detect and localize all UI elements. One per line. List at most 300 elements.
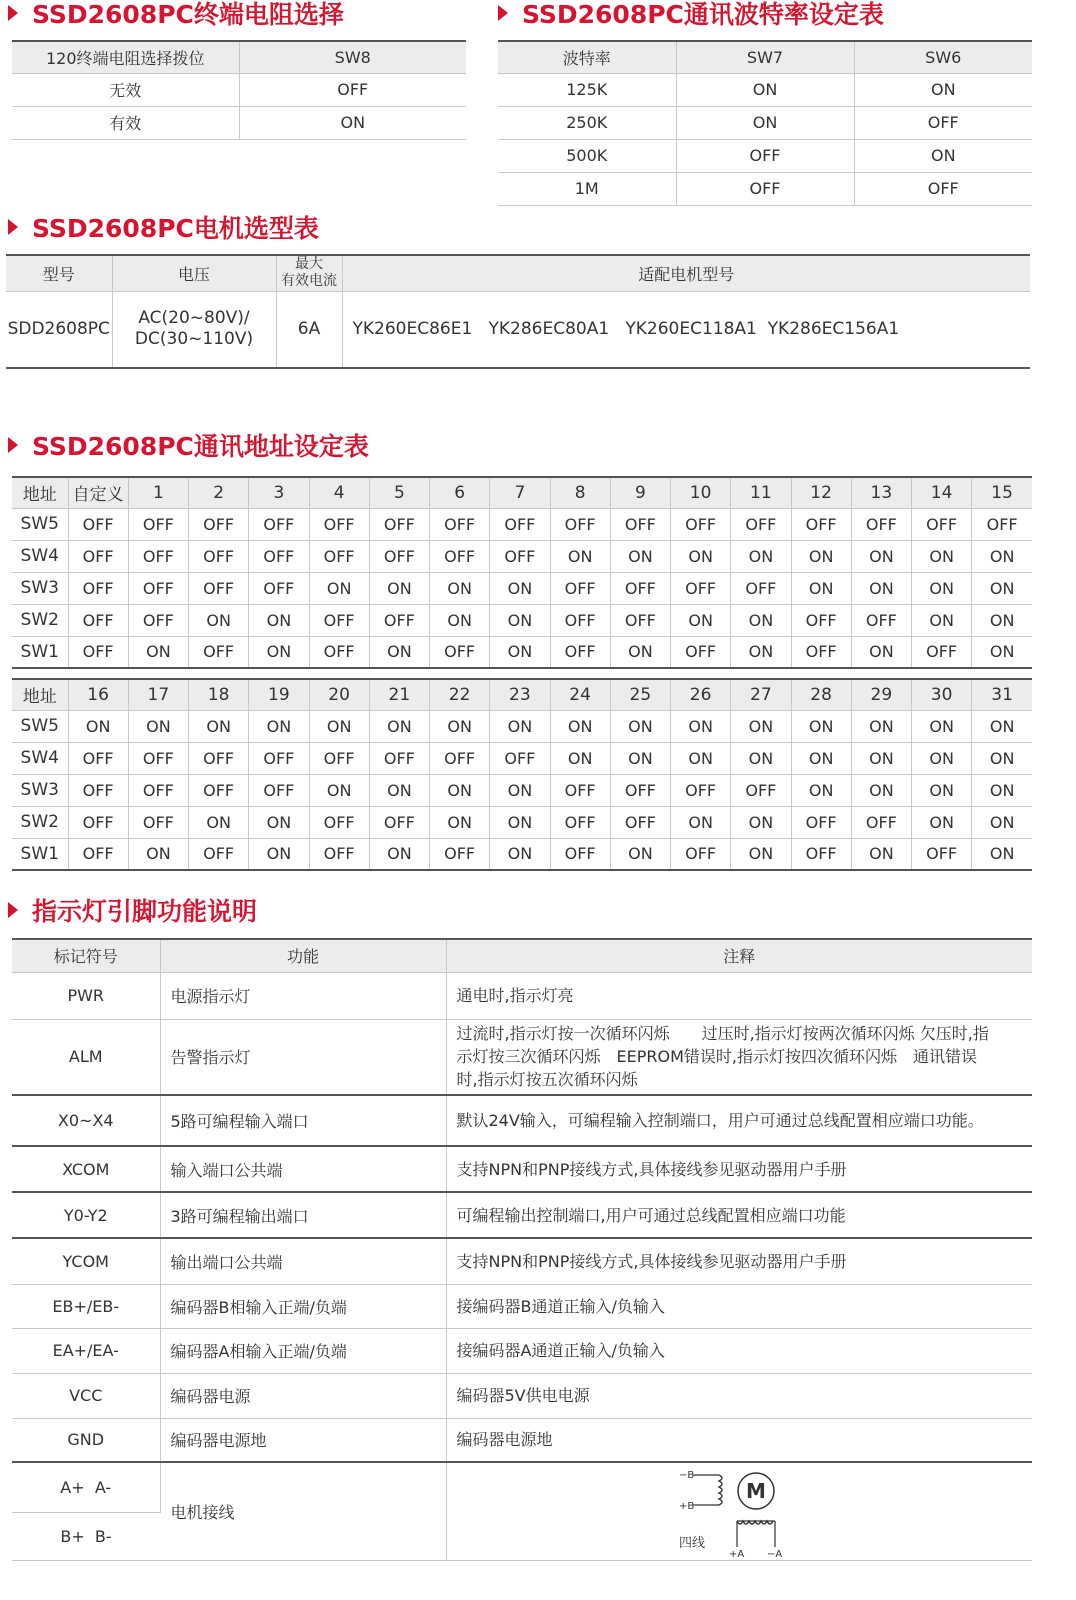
switch-state-cell: ON <box>972 742 1032 774</box>
motor-model-cell: SDD2608PC <box>6 291 112 368</box>
baud-cell: ON <box>676 73 854 106</box>
switch-label: SW4 <box>12 742 68 774</box>
address-title <box>8 428 369 462</box>
baud-cell: 250K <box>498 106 676 139</box>
motor-voltage-ac: AC(20~80V)/ <box>138 308 250 329</box>
address-header-label: 地址 <box>12 477 68 508</box>
switch-state-cell: ON <box>731 540 791 572</box>
switch-state-cell: ON <box>430 806 490 838</box>
pin-function-cell: 编码器电源 <box>160 1373 446 1418</box>
switch-state-cell: OFF <box>309 838 369 870</box>
switch-state-cell: ON <box>972 572 1032 604</box>
switch-state-cell: ON <box>249 604 309 636</box>
switch-state-cell: ON <box>671 604 731 636</box>
pin-symbol-cell: VCC <box>12 1373 160 1418</box>
minus-a-label: −A <box>766 1549 782 1560</box>
switch-state-cell: ON <box>309 774 369 806</box>
switch-state-cell: OFF <box>671 508 731 540</box>
motor-header-current-line2: 有效电流 <box>281 273 337 290</box>
switch-state-cell: ON <box>912 806 972 838</box>
switch-state-cell: OFF <box>550 636 610 668</box>
switch-state-cell: ON <box>249 710 309 742</box>
switch-state-cell: ON <box>912 710 972 742</box>
triangle-bullet-icon <box>8 219 18 235</box>
switch-state-cell: OFF <box>128 572 188 604</box>
baud-cell: OFF <box>854 106 1032 139</box>
address-header-cell: 1 <box>128 477 188 508</box>
pin-symbol-cell: EA+/EA- <box>12 1328 160 1373</box>
wiring-diagram-cell <box>446 1462 1032 1560</box>
switch-state-cell: OFF <box>490 508 550 540</box>
pins-title-text: 指示灯引脚功能说明 <box>32 897 258 926</box>
switch-state-cell: ON <box>369 572 429 604</box>
switch-state-cell: OFF <box>68 742 128 774</box>
switch-state-cell: OFF <box>912 838 972 870</box>
motor-voltage-dc: DC(30~110V) <box>134 329 254 350</box>
switch-state-cell: ON <box>851 710 911 742</box>
switch-state-cell: ON <box>490 838 550 870</box>
switch-state-cell: OFF <box>550 838 610 870</box>
switch-state-cell: ON <box>128 710 188 742</box>
address-header-cell: 2 <box>189 477 249 508</box>
motor-wiring-diagram <box>447 1463 1033 1559</box>
switch-state-cell: OFF <box>189 774 249 806</box>
switch-state-cell: ON <box>249 838 309 870</box>
switch-state-cell: ON <box>972 838 1032 870</box>
switch-state-cell: OFF <box>550 572 610 604</box>
pin-function-cell: 输出端口公共端 <box>160 1238 446 1284</box>
switch-state-cell: ON <box>912 604 972 636</box>
address-header-cell: 12 <box>791 477 851 508</box>
pin-function-cell: 编码器A相输入正端/负端 <box>160 1328 446 1373</box>
baud-header-cell: SW7 <box>676 41 854 73</box>
switch-state-cell: OFF <box>68 572 128 604</box>
motor-title <box>8 210 319 244</box>
baud-header-cell: SW6 <box>854 41 1032 73</box>
motor-title-text: SSD2608PC电机选型表 <box>32 214 319 243</box>
baud-cell: OFF <box>676 172 854 205</box>
address-header-cell: 21 <box>369 679 429 710</box>
switch-state-cell: ON <box>430 774 490 806</box>
switch-state-cell: ON <box>550 540 610 572</box>
switch-state-cell: OFF <box>68 540 128 572</box>
switch-state-cell: ON <box>851 774 911 806</box>
pins-title <box>8 893 257 927</box>
switch-label: SW4 <box>12 540 68 572</box>
switch-state-cell: OFF <box>490 540 550 572</box>
switch-state-cell: ON <box>851 540 911 572</box>
switch-state-cell: OFF <box>189 742 249 774</box>
address-header-cell: 自定义 <box>68 477 128 508</box>
switch-state-cell: ON <box>912 540 972 572</box>
switch-state-cell: OFF <box>68 508 128 540</box>
address-header-label: 地址 <box>12 679 68 710</box>
pin-note-cell: 支持NPN和PNP接线方式,具体接线参见驱动器用户手册 <box>446 1238 1032 1284</box>
address-header-cell: 24 <box>550 679 610 710</box>
address-header-cell: 14 <box>912 477 972 508</box>
address-header-cell: 10 <box>671 477 731 508</box>
switch-state-cell: ON <box>490 636 550 668</box>
switch-state-cell: OFF <box>309 604 369 636</box>
pin-function-cell: 输入端口公共端 <box>160 1146 446 1192</box>
switch-state-cell: ON <box>671 742 731 774</box>
switch-state-cell: ON <box>791 540 851 572</box>
switch-state-cell: ON <box>430 572 490 604</box>
switch-state-cell: OFF <box>550 774 610 806</box>
baud-cell: ON <box>854 139 1032 172</box>
switch-state-cell: OFF <box>430 508 490 540</box>
switch-state-cell: ON <box>369 774 429 806</box>
switch-state-cell: OFF <box>128 806 188 838</box>
address-header-cell: 20 <box>309 679 369 710</box>
address-header-cell: 19 <box>249 679 309 710</box>
switch-state-cell: OFF <box>249 572 309 604</box>
pin-note-cell: 接编码器B通道正输入/负输入 <box>446 1284 1032 1328</box>
baud-cell: ON <box>854 73 1032 106</box>
switch-state-cell: OFF <box>671 572 731 604</box>
switch-state-cell: OFF <box>128 604 188 636</box>
switch-state-cell: OFF <box>430 742 490 774</box>
switch-state-cell: OFF <box>791 604 851 636</box>
termination-header-cell: SW8 <box>239 41 466 73</box>
switch-state-cell: OFF <box>369 508 429 540</box>
termination-cell: OFF <box>239 73 466 106</box>
switch-state-cell: ON <box>189 604 249 636</box>
address-title-text: SSD2608PC通讯地址设定表 <box>32 432 369 461</box>
pin-symbol-cell: XCOM <box>12 1146 160 1192</box>
switch-state-cell: OFF <box>128 508 188 540</box>
four-wire-label: 四线 <box>678 1536 705 1552</box>
pin-symbol-cell: GND <box>12 1418 160 1462</box>
switch-state-cell: ON <box>128 636 188 668</box>
pin-symbol-cell: ALM <box>12 1019 160 1095</box>
pin-symbol-cell: A+ A- <box>12 1462 160 1512</box>
switch-state-cell: OFF <box>189 540 249 572</box>
baud-cell: OFF <box>854 172 1032 205</box>
pin-symbol-cell: YCOM <box>12 1238 160 1284</box>
switch-state-cell: OFF <box>550 508 610 540</box>
termination-title <box>8 0 344 30</box>
switch-state-cell: OFF <box>309 742 369 774</box>
switch-state-cell: ON <box>671 806 731 838</box>
triangle-bullet-icon <box>8 5 18 21</box>
pin-function-cell: 编码器B相输入正端/负端 <box>160 1284 446 1328</box>
termination-cell: ON <box>239 106 466 139</box>
switch-state-cell: ON <box>851 636 911 668</box>
switch-state-cell: OFF <box>249 508 309 540</box>
switch-state-cell: ON <box>791 774 851 806</box>
switch-state-cell: OFF <box>309 806 369 838</box>
baud-table <box>498 40 1032 206</box>
address-header-cell: 29 <box>851 679 911 710</box>
switch-state-cell: ON <box>791 742 851 774</box>
triangle-bullet-icon <box>8 437 18 453</box>
switch-state-cell: ON <box>189 806 249 838</box>
pin-note-cell: 支持NPN和PNP接线方式,具体接线参见驱动器用户手册 <box>446 1146 1032 1192</box>
switch-state-cell: OFF <box>369 806 429 838</box>
switch-state-cell: ON <box>550 742 610 774</box>
switch-state-cell: OFF <box>68 838 128 870</box>
switch-state-cell: ON <box>610 742 670 774</box>
switch-label: SW2 <box>12 806 68 838</box>
switch-state-cell: OFF <box>731 572 791 604</box>
switch-label: SW1 <box>12 838 68 870</box>
pin-function-cell: 编码器电源地 <box>160 1418 446 1462</box>
address-header-cell: 28 <box>791 679 851 710</box>
pin-note-cell: 通电时,指示灯亮 <box>446 972 1032 1019</box>
switch-state-cell: ON <box>610 540 670 572</box>
switch-state-cell: OFF <box>851 604 911 636</box>
address-header-cell: 9 <box>610 477 670 508</box>
switch-state-cell: OFF <box>128 540 188 572</box>
switch-state-cell: OFF <box>912 636 972 668</box>
switch-state-cell: OFF <box>610 774 670 806</box>
switch-state-cell: ON <box>430 710 490 742</box>
switch-state-cell: ON <box>731 742 791 774</box>
switch-state-cell: ON <box>249 806 309 838</box>
pin-symbol-cell: X0~X4 <box>12 1095 160 1146</box>
switch-state-cell: OFF <box>249 774 309 806</box>
motor-header-motors: 适配电机型号 <box>342 255 1030 291</box>
switch-state-cell: ON <box>610 838 670 870</box>
address-header-cell: 13 <box>851 477 911 508</box>
switch-state-cell: OFF <box>68 806 128 838</box>
address-header-cell: 15 <box>972 477 1032 508</box>
switch-state-cell: ON <box>912 742 972 774</box>
switch-state-cell: ON <box>912 572 972 604</box>
switch-state-cell: ON <box>731 710 791 742</box>
baud-title <box>498 0 884 30</box>
switch-state-cell: OFF <box>128 742 188 774</box>
switch-state-cell: ON <box>851 742 911 774</box>
switch-state-cell: ON <box>972 806 1032 838</box>
switch-state-cell: OFF <box>189 838 249 870</box>
switch-state-cell: ON <box>309 710 369 742</box>
switch-state-cell: ON <box>369 636 429 668</box>
pins-table <box>12 938 1032 1561</box>
switch-state-cell: OFF <box>791 508 851 540</box>
switch-label: SW5 <box>12 710 68 742</box>
address-header-cell: 4 <box>309 477 369 508</box>
address-header-cell: 3 <box>249 477 309 508</box>
motor-header-current-line1: 最大 <box>295 256 323 273</box>
motor-table <box>6 254 1030 369</box>
plus-a-label: +A <box>728 1549 744 1560</box>
switch-state-cell: ON <box>731 604 791 636</box>
address-header-cell: 30 <box>912 679 972 710</box>
switch-state-cell: ON <box>490 710 550 742</box>
switch-state-cell: OFF <box>610 806 670 838</box>
baud-cell: OFF <box>676 139 854 172</box>
switch-state-cell: OFF <box>309 508 369 540</box>
switch-state-cell: OFF <box>68 636 128 668</box>
switch-state-cell: ON <box>851 572 911 604</box>
switch-state-cell: OFF <box>369 742 429 774</box>
switch-state-cell: ON <box>369 838 429 870</box>
switch-state-cell: ON <box>490 774 550 806</box>
switch-state-cell: OFF <box>369 540 429 572</box>
switch-state-cell: ON <box>731 838 791 870</box>
pin-function-cell: 电源指示灯 <box>160 972 446 1019</box>
switch-state-cell: OFF <box>671 774 731 806</box>
baud-header-cell: 波特率 <box>498 41 676 73</box>
switch-state-cell: ON <box>550 710 610 742</box>
switch-state-cell: OFF <box>671 838 731 870</box>
switch-state-cell: ON <box>490 572 550 604</box>
switch-state-cell: ON <box>249 636 309 668</box>
switch-state-cell: OFF <box>671 636 731 668</box>
switch-state-cell: OFF <box>610 604 670 636</box>
address-header-cell: 6 <box>430 477 490 508</box>
pin-note-cell: 接编码器A通道正输入/负输入 <box>446 1328 1032 1373</box>
switch-state-cell: ON <box>731 806 791 838</box>
switch-state-cell: ON <box>671 710 731 742</box>
switch-state-cell: OFF <box>68 604 128 636</box>
switch-state-cell: OFF <box>490 742 550 774</box>
switch-state-cell: ON <box>791 710 851 742</box>
switch-label: SW5 <box>12 508 68 540</box>
switch-state-cell: OFF <box>189 508 249 540</box>
address-header-cell: 8 <box>550 477 610 508</box>
switch-state-cell: OFF <box>972 508 1032 540</box>
termination-table <box>12 40 466 140</box>
baud-cell: 500K <box>498 139 676 172</box>
pin-note-cell: 可编程输出控制端口,用户可通过总线配置相应端口功能 <box>446 1192 1032 1238</box>
switch-state-cell: OFF <box>791 636 851 668</box>
switch-state-cell: ON <box>128 838 188 870</box>
pin-symbol-cell: EB+/EB- <box>12 1284 160 1328</box>
address-header-cell: 11 <box>731 477 791 508</box>
switch-state-cell: ON <box>430 604 490 636</box>
switch-state-cell: OFF <box>68 774 128 806</box>
address-header-cell: 16 <box>68 679 128 710</box>
pin-function-cell: 电机接线 <box>160 1462 446 1560</box>
termination-header-cell: 120终端电阻选择拨位 <box>12 41 239 73</box>
address-header-cell: 27 <box>731 679 791 710</box>
triangle-bullet-icon <box>498 5 508 21</box>
switch-state-cell: ON <box>972 604 1032 636</box>
address-header-cell: 7 <box>490 477 550 508</box>
switch-state-cell: ON <box>610 636 670 668</box>
switch-state-cell: ON <box>369 710 429 742</box>
baud-cell: 125K <box>498 73 676 106</box>
pin-function-cell: 5路可编程输入端口 <box>160 1095 446 1146</box>
switch-state-cell: ON <box>610 710 670 742</box>
address-header-cell: 25 <box>610 679 670 710</box>
baud-cell: ON <box>676 106 854 139</box>
switch-state-cell: OFF <box>610 572 670 604</box>
baud-cell: 1M <box>498 172 676 205</box>
switch-state-cell: ON <box>972 710 1032 742</box>
switch-state-cell: ON <box>851 838 911 870</box>
switch-state-cell: ON <box>972 540 1032 572</box>
switch-state-cell: OFF <box>550 806 610 838</box>
switch-state-cell: ON <box>68 710 128 742</box>
switch-label: SW3 <box>12 774 68 806</box>
baud-title-text: SSD2608PC通讯波特率设定表 <box>522 0 884 29</box>
termination-cell: 有效 <box>12 106 239 139</box>
switch-state-cell: OFF <box>430 636 490 668</box>
switch-label: SW3 <box>12 572 68 604</box>
switch-state-cell: ON <box>671 540 731 572</box>
pin-note-cell: 编码器5V供电电源 <box>446 1373 1032 1418</box>
address-header-cell: 23 <box>490 679 550 710</box>
switch-state-cell: OFF <box>851 806 911 838</box>
pin-symbol-cell: Y0-Y2 <box>12 1192 160 1238</box>
switch-state-cell: OFF <box>369 604 429 636</box>
switch-state-cell: OFF <box>128 774 188 806</box>
switch-state-cell: ON <box>189 710 249 742</box>
switch-state-cell: OFF <box>851 508 911 540</box>
pins-header-symbol: 标记符号 <box>12 939 160 972</box>
motor-header-current <box>276 255 342 291</box>
switch-state-cell: OFF <box>912 508 972 540</box>
switch-label: SW1 <box>12 636 68 668</box>
address-table-1 <box>12 476 1032 669</box>
pins-header-note: 注释 <box>446 939 1032 972</box>
switch-state-cell: OFF <box>731 774 791 806</box>
triangle-bullet-icon <box>8 902 18 918</box>
pins-header-function: 功能 <box>160 939 446 972</box>
switch-state-cell: OFF <box>249 742 309 774</box>
address-table-2 <box>12 678 1032 871</box>
termination-title-text: SSD2608PC终端电阻选择 <box>32 0 344 29</box>
switch-state-cell: OFF <box>610 508 670 540</box>
switch-state-cell: OFF <box>430 838 490 870</box>
switch-state-cell: OFF <box>731 508 791 540</box>
motor-header-voltage: 电压 <box>112 255 276 291</box>
pin-function-cell: 3路可编程输出端口 <box>160 1192 446 1238</box>
switch-state-cell: OFF <box>309 540 369 572</box>
termination-cell: 无效 <box>12 73 239 106</box>
pin-symbol-cell: B+ B- <box>12 1512 160 1560</box>
switch-state-cell: OFF <box>550 604 610 636</box>
address-header-cell: 31 <box>972 679 1032 710</box>
switch-state-cell: ON <box>791 572 851 604</box>
switch-state-cell: ON <box>490 604 550 636</box>
pin-note-cell: 默认24V输入，可编程输入控制端口，用户可通过总线配置相应端口功能。 <box>446 1095 1032 1146</box>
pin-note-cell: 编码器电源地 <box>446 1418 1032 1462</box>
minus-b-label: −B <box>678 1470 694 1482</box>
motor-header-model: 型号 <box>6 255 112 291</box>
address-header-cell: 18 <box>189 679 249 710</box>
plus-b-label: +B <box>678 1501 694 1513</box>
switch-state-cell: ON <box>972 636 1032 668</box>
switch-state-cell: OFF <box>249 540 309 572</box>
switch-state-cell: OFF <box>430 540 490 572</box>
switch-state-cell: ON <box>490 806 550 838</box>
switch-state-cell: ON <box>731 636 791 668</box>
switch-label: SW2 <box>12 604 68 636</box>
address-header-cell: 17 <box>128 679 188 710</box>
motor-current-cell: 6A <box>276 291 342 368</box>
switch-state-cell: OFF <box>309 636 369 668</box>
pin-function-cell: 告警指示灯 <box>160 1019 446 1095</box>
address-header-cell: 26 <box>671 679 731 710</box>
switch-state-cell: ON <box>972 774 1032 806</box>
switch-state-cell: OFF <box>189 636 249 668</box>
pin-note-cell: 过流时,指示灯按一次循环闪烁 过压时,指示灯按两次循环闪烁 欠压时,指示灯按三次循环闪烁 EEPROM错误时,指示灯按四次循环闪烁 通讯错误时,指示灯按五次循环闪烁 <box>446 1019 1032 1095</box>
address-header-cell: 5 <box>369 477 429 508</box>
switch-state-cell: OFF <box>791 838 851 870</box>
switch-state-cell: ON <box>309 572 369 604</box>
address-header-cell: 22 <box>430 679 490 710</box>
motor-list-cell: YK260EC86E1 YK286EC80A1 YK260EC118A1 YK286EC156A1 <box>342 291 1030 368</box>
motor-voltage-cell <box>112 291 276 368</box>
switch-state-cell: OFF <box>791 806 851 838</box>
switch-state-cell: OFF <box>189 572 249 604</box>
motor-letter: M <box>745 1479 766 1504</box>
